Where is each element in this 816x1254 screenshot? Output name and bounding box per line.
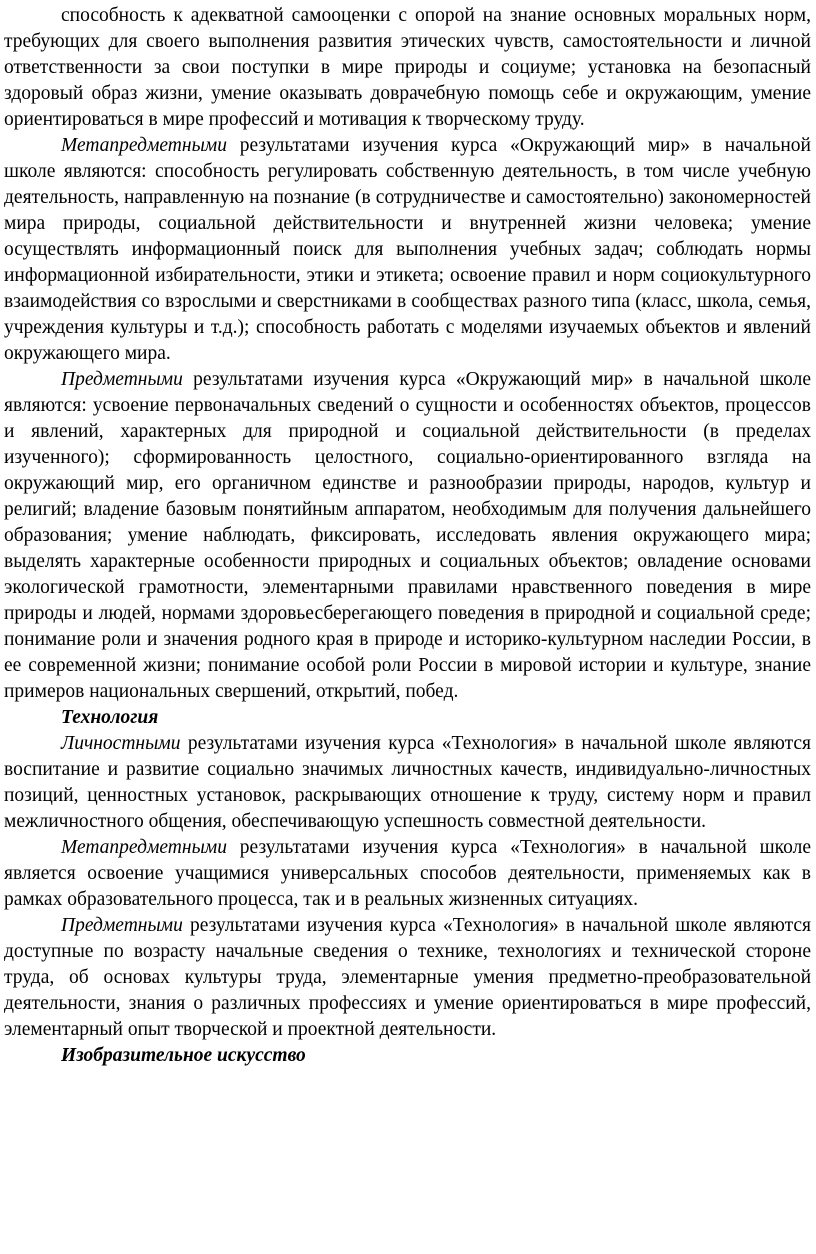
paragraph-world-metasubject [4,133,811,367]
paragraph-body: результатами изучения курса «Окружающий мир» в начальной школе являются: способность регулировать собственную деятельность, в том числе учебную деятельность, направленную на познание (в сотрудничестве и самостоятельно) закономерностей мира природы, социальной действительности и внутренней жизни человека; умение осуществлять информационный поиск для выполнения учебных задач; соблюдать нормы информационной избирательности, этики и этикета; освоение правил и норм социокультурного взаимодействия со взрослыми и сверстниками в сообществах разного типа (класс, школа, семья, учреждения культуры и т.д.); способность работать с моделями изучаемых объектов и явлений окружающего мира. [4,135,811,364]
paragraph-personal-results-end: способность к адекватной самооценки с опорой на знание основных моральных норм, требующих для своего выполнения развития этических чувств, самостоятельности и личной ответственности за свои поступки в мире природы и социуме; установка на безопасный здоровый образ жизни, умение оказывать доврачебную помощь себе и окружающим, умение ориентироваться в мире профессий и мотивация к творческому труду. [4,5,811,130]
paragraph-lead-term: Метапредметными [61,837,227,858]
paragraph-body: результатами изучения курса «Технология» в начальной школе являются доступные по возрасту начальные сведения о технике, технологиях и технической стороне труда, об основах культуры труда, элементарные умения предметно-преобразовательной деятельности, знания о различных профессиях и умение ориентироваться в мире профессий, элементарный опыт творческой и проектной деятельности. [4,915,811,1040]
paragraph-technology-personal [4,731,811,835]
section-heading-technology: Технология [61,707,159,728]
paragraph-body: результатами изучения курса «Технология» в начальной школе являются воспитание и развитие социально значимых личностных качеств, индивидуально-личностных позиций, ценностных установок, раскрывающих отношение к труду, систему норм и правил межличностного общения, обеспечивающую успешность совместной деятельности. [4,733,811,832]
paragraph-body: результатами изучения курса «Окружающий мир» в начальной школе являются: усвоение первоначальных сведений о сущности и особенностях объектов, процессов и явлений, характерных для природной и социальной действительности (в пределах изученного); сформированность целостного, социально-ориентированного взгляда на окружающий мир, его органичном единстве и разнообразии природы, народов, культур и религий; владение базовым понятийным аппаратом, необходимым для получения дальнейшего образования; умение наблюдать, фиксировать, исследовать явления окружающего мира; выделять характерные особенности природных и социальных объектов; овладение основами экологической грамотности, элементарными правилами нравственного поведения в мире природы и людей, нормами здоровьесберегающего поведения в природной и социальной среде; понимание роли и значения родного края в природе и историко-культурном наследии России, в ее современной жизни; понимание особой роли России в мировой истории и культуре, знание примеров национальных свершений, открытий, побед. [4,369,811,702]
paragraph-world-subject [4,367,811,705]
paragraph-body: результатами изучения курса «Технология» в начальной школе является освоение учащимися универсальных способов деятельности, применяемых как в рамках образовательного процесса, так и в реальных жизненных ситуациях. [4,837,811,910]
paragraph-lead-term: Метапредметными [61,135,227,156]
paragraph-lead-term: Предметными [61,915,183,936]
paragraph-technology-metasubject [4,835,811,913]
paragraph-lead-term: Предметными [61,369,183,390]
paragraph-technology-subject [4,913,811,1043]
paragraph-lead-term: Личностными [61,733,181,754]
section-heading-art: Изобразительное искусство [61,1045,306,1066]
